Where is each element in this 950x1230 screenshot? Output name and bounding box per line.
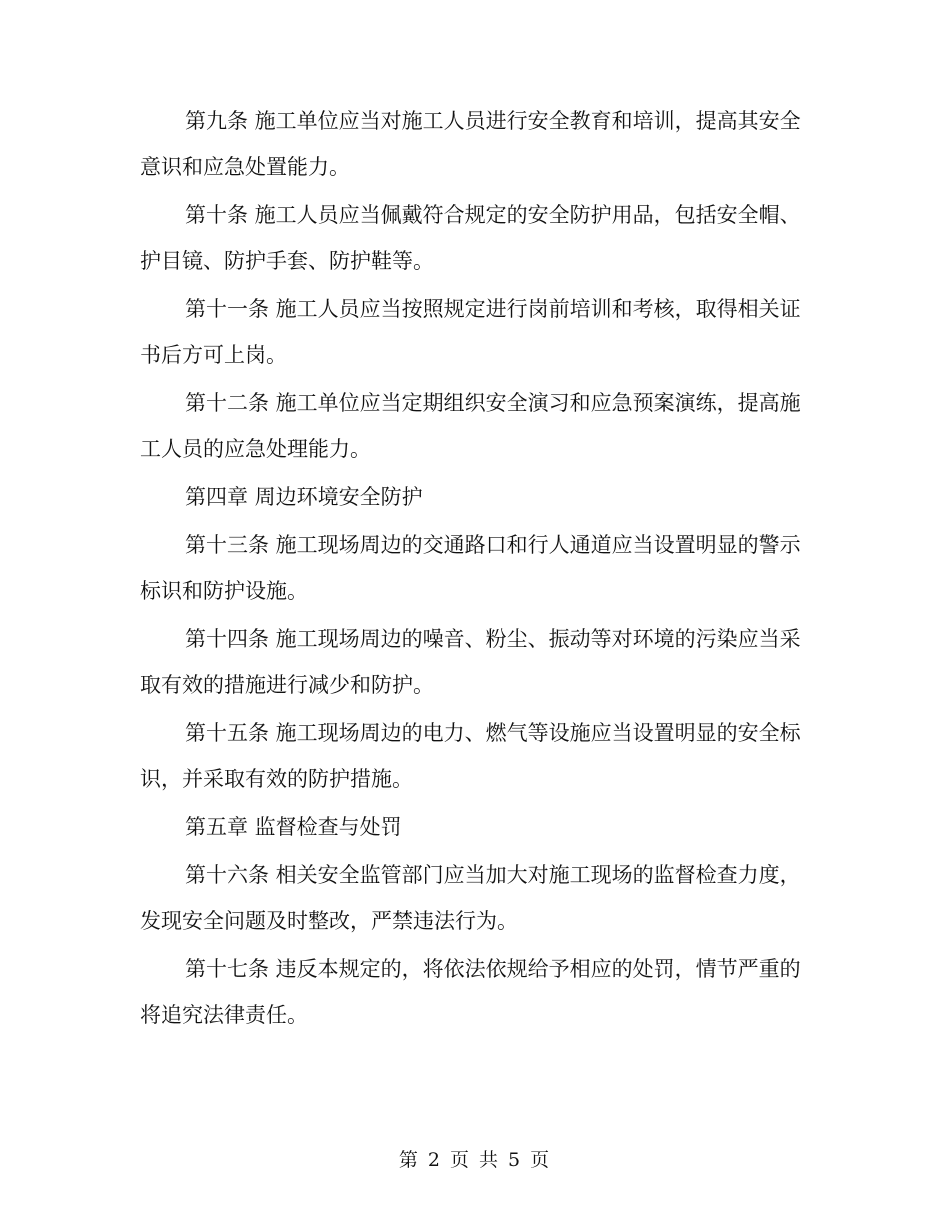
article-16: 第十六条 相关安全监管部门应当加大对施工现场的监督检查力度，发现安全问题及时整改，严禁违法行为。 bbox=[140, 863, 801, 933]
article-15: 第十五条 施工现场周边的电力、燃气等设施应当设置明显的安全标识，并采取有效的防护措施。 bbox=[140, 721, 801, 791]
article-12: 第十二条 施工单位应当定期组织安全演习和应急预案演练，提高施工人员的应急处理能力。 bbox=[140, 391, 801, 461]
article-17: 第十七条 违反本规定的，将依法依规给予相应的处罚，情节严重的将追究法律责任。 bbox=[140, 957, 801, 1027]
article-11: 第十一条 施工人员应当按照规定进行岗前培训和考核，取得相关证书后方可上岗。 bbox=[140, 297, 801, 367]
article-14: 第十四条 施工现场周边的噪音、粉尘、振动等对环境的污染应当采取有效的措施进行减少和防护。 bbox=[140, 627, 801, 697]
article-9: 第九条 施工单位应当对施工人员进行安全教育和培训，提高其安全意识和应急处置能力。 bbox=[140, 109, 801, 179]
page-number-footer: 第 2 页 共 5 页 bbox=[398, 1149, 552, 1171]
chapter-4-heading: 第四章 周边环境安全防护 bbox=[185, 485, 423, 509]
article-10: 第十条 施工人员应当佩戴符合规定的安全防护用品，包括安全帽、护目镜、防护手套、防护鞋等。 bbox=[140, 203, 801, 273]
document-body bbox=[140, 98, 808, 1040]
article-13: 第十三条 施工现场周边的交通路口和行人通道应当设置明显的警示标识和防护设施。 bbox=[140, 533, 801, 603]
chapter-5-heading: 第五章 监督检查与处罚 bbox=[185, 815, 402, 839]
